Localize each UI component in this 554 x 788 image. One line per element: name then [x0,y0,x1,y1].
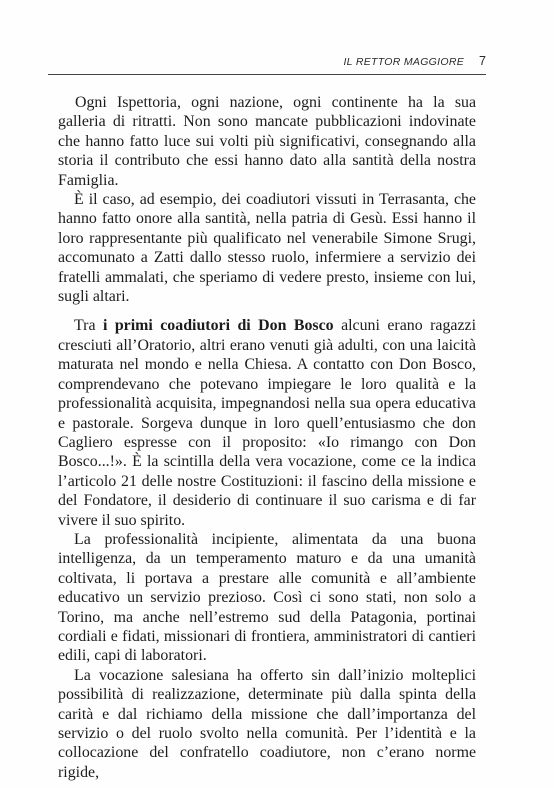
bold-phrase: i primi coadiutori di Don Bosco [102,317,334,335]
paragraph: È il caso, ad esempio, dei coadiutori vissuti in Terrasanta, che hanno fatto onore alla santità, nella patria di Gesù. Essi hanno il loro rappresentante più qualificato nel venerabile Simone Srugi, accomunato a Zatti dallo stesso ruolo, infermiere a servizio dei fratelli ammalati, che speriamo di vedere presto, insieme con lui, sugli altari. [58,191,476,306]
running-title: IL RETTOR MAGGIORE [343,56,464,68]
body-text [58,93,476,782]
running-header [48,50,486,75]
paragraph-lead: Tra [74,317,96,335]
paragraph [58,316,476,529]
paragraph: Ogni Ispettoria, ogni nazione, ogni continente ha la sua galleria di ritratti. Non sono mancate pubblicazioni indovinate che hanno fatto luce sui volti più significativi, consegnando alla storia il contributo che essi hanno dato alla santità della nostra Famiglia. [58,94,476,189]
paragraph: La professionalità incipiente, alimentata da una buona intelligenza, da un temperamento maturo e da una umanità coltivata, li portava a prestare alle comunità e all’ambiente educativo un servizio prezioso. Così ci sono stati, non solo a Torino, ma anche nell’estremo sud della Patagonia, portinai cordiali e fidati, missionari di frontiera, amministratori di cantieri edili, capi di laboratori. [58,530,476,665]
page-number: 7 [479,54,486,68]
paragraph-text: alcuni erano ragazzi cresciuti all’Oratorio, altri erano venuti già adulti, con una laicità maturata nel mondo e nella Chiesa. A contatto con Don Bosco, comprendevano che potevano impiegare le loro qualità e la professionalità acquisita, impegnandosi nella sua opera educativa e pastorale. Sorgeva dunque in loro quell’entusiasmo che don Cagliero espresse con il proposito: «Io rimango con Don Bosco...!». È la scintilla della vera vocazione, come ce la indica l’articolo 21 delle nostre Costituzioni: il fascino della missione e del Fondatore, il desiderio di continuare il suo carisma e di far vivere il suo spirito. [58,317,476,529]
paragraph: La vocazione salesiana ha offerto sin dall’inizio molteplici possibilità di realizzazione, determinate più dalla spinta della carità e dal richiamo della missione che dall’importanza del servizio o del ruolo svolto nella comunità. Per l’identità e la collocazione del confratello coadiutore, non c’erano norme rigide, [58,666,476,781]
